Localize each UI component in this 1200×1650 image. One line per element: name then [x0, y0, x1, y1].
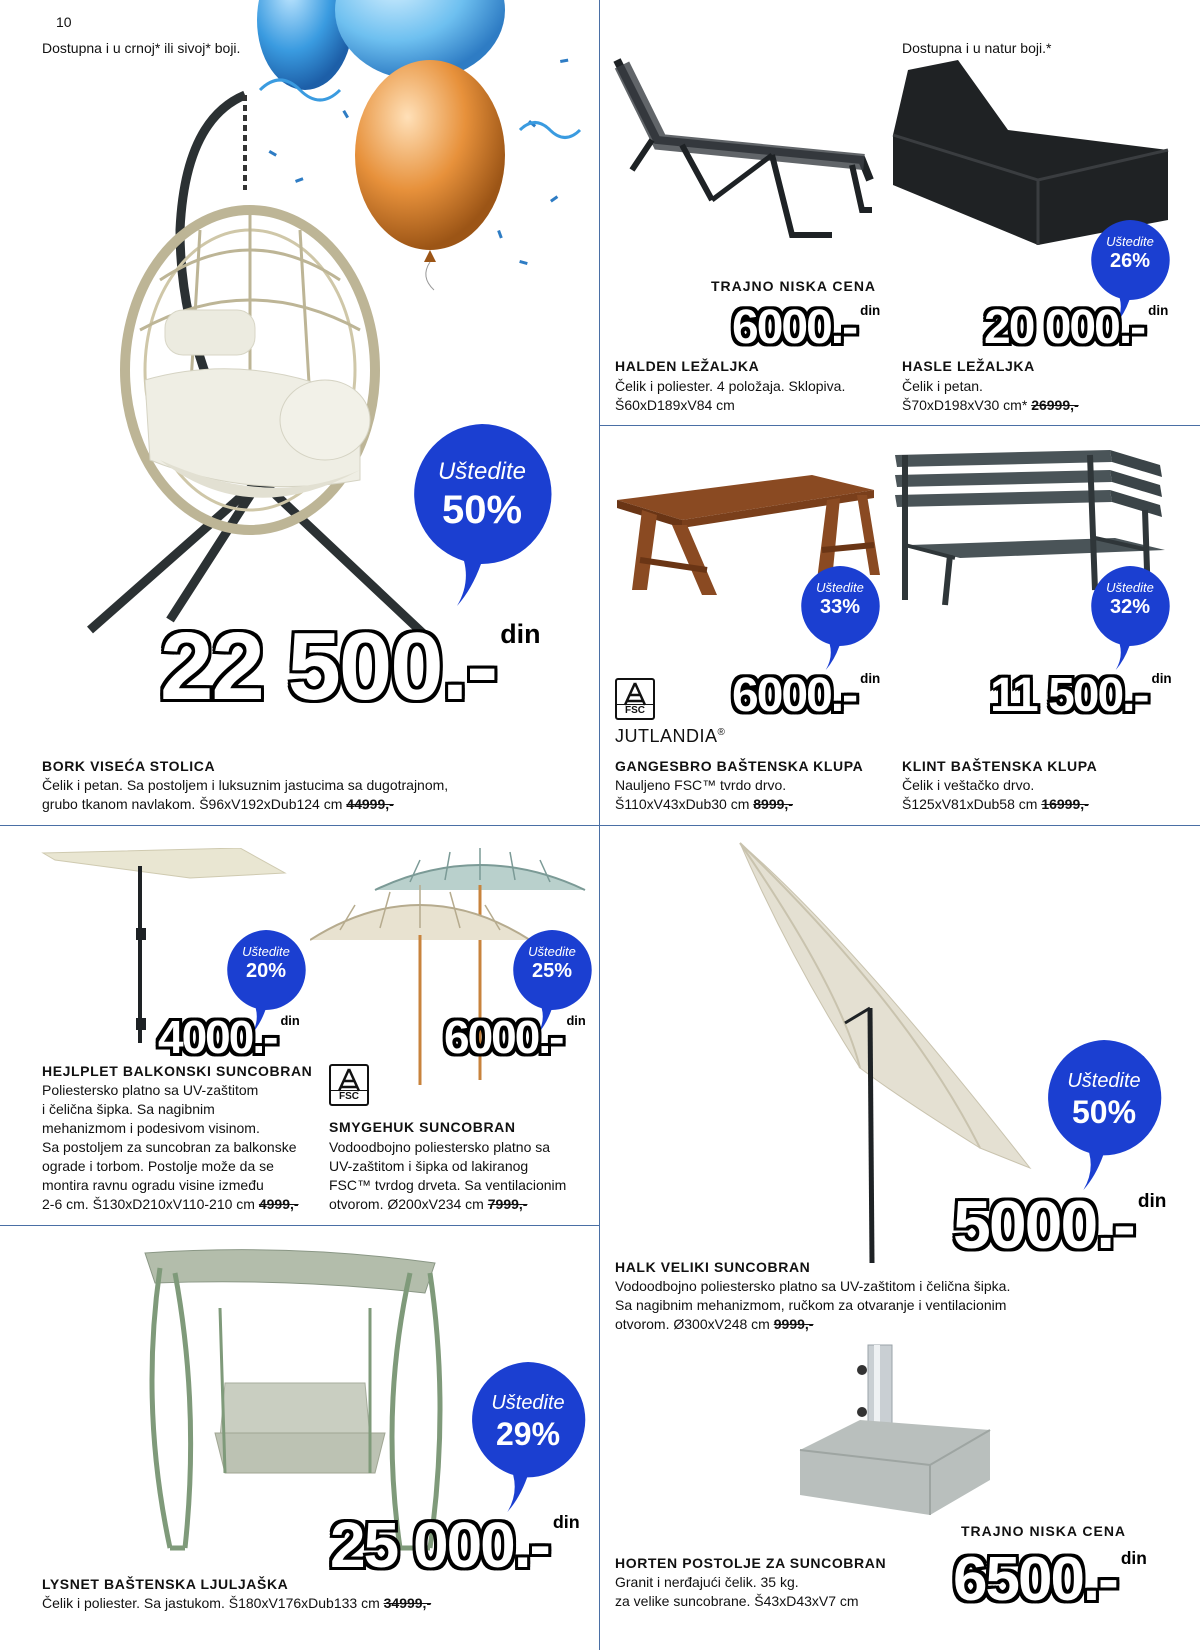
divider-bottom-left: [0, 1225, 600, 1226]
hejlplet-old-price: 4999,-: [258, 1196, 299, 1212]
bork-save-badge: [412, 424, 552, 606]
smygehuk-fsc-logo: [329, 1064, 369, 1106]
hejlplet-desc-line2: i čeličnа šipka. Sa nagibnim: [42, 1101, 215, 1117]
lysnet-desc-line1: Čelik i poliester. Sa jastukom. Š180xV176xDub133 cm: [42, 1595, 380, 1611]
smygehuk-desc-line4: otvorom. Ø200xV234 cm: [329, 1196, 484, 1212]
klint-desc-line1: Čelik i veštačko drvo.: [902, 777, 1035, 793]
hejlplet-desc-line7: 2-6 cm. Š130xD210xV110-210 cm: [42, 1196, 255, 1212]
halk-name: HALK VELIKI SUNCOBRAN: [615, 1259, 811, 1275]
horten-base-image: [790, 1340, 1000, 1520]
divider-top-right: [600, 425, 1200, 426]
smygehuk-fsc-text: FSC: [331, 1090, 367, 1102]
klint-desc-line2: Š125xV81xDub58 cm: [902, 796, 1038, 812]
gangesbro-desc: [615, 776, 793, 814]
smygehuk-old-price: 7999,-: [487, 1196, 528, 1212]
bork-desc-line1: Čelik i petan. Sa postoljem i luksuznim jastucima sa dugotrajnom,: [42, 777, 449, 793]
halden-price-value: 6000.-: [732, 301, 857, 354]
gangesbro-desc-line2-wrap: [615, 795, 793, 814]
gangesbro-price-currency: din: [860, 671, 881, 687]
bork-price-value: 22 500.-: [160, 613, 497, 720]
smygehuk-desc-line4-wrap: [329, 1195, 566, 1214]
halk-price-value: 5000.-: [953, 1187, 1134, 1263]
gangesbro-price-value: 6000.-: [732, 669, 857, 722]
gangesbro-save-word: Uštedite: [816, 580, 864, 595]
lysnet-old-price: 34999,-: [383, 1595, 432, 1611]
hasle-desc-line2-wrap: [902, 396, 1079, 415]
smygehuk-desc-line3: FSC™ tvrdog drveta. Sa ventilacionim: [329, 1177, 567, 1193]
smygehuk-price-value: 6000.-: [444, 1011, 563, 1063]
gangesbro-desc-line1: Nauljeno FSC™ tvrdo drvo.: [615, 777, 787, 793]
jutlandia-brand-mark: ®: [717, 727, 726, 738]
hejlplet-desc-line7-wrap: [42, 1195, 299, 1214]
klint-price: [990, 668, 1172, 723]
klint-save-percent: 32%: [1109, 596, 1151, 618]
hasle-desc-line2: Š70xD198xV30 cm*: [902, 397, 1028, 413]
lysnet-desc: [42, 1594, 431, 1613]
horten-permanent-low-tag: TRAJNO NISKA CENA: [961, 1523, 1127, 1539]
page-number: 10: [56, 14, 72, 30]
horten-desc: [615, 1573, 859, 1611]
horten-desc-line1: Granit i nerđajući čelik. 35 kg.: [615, 1574, 799, 1590]
gangesbro-desc-line2: Š110xV43xDub30 cm: [615, 796, 750, 812]
klint-save-badge: [1090, 566, 1170, 670]
halk-price: [953, 1186, 1166, 1264]
gangesbro-name: GANGESBRO BAŠTENSKA KLUPA: [615, 758, 864, 774]
smygehuk-save-word: Uštedite: [528, 944, 576, 959]
hasle-color-note: Dostupna i u natur boji.*: [902, 40, 1052, 56]
horten-price-value: 6500.-: [953, 1545, 1117, 1614]
halden-price-currency: din: [860, 303, 881, 319]
bork-desc-line2-wrap: [42, 795, 448, 814]
hasle-name: HASLE LEŽALJKA: [902, 358, 1035, 374]
halden-permanent-low-tag: TRAJNO NISKA CENA: [711, 278, 877, 294]
hasle-save-percent: 26%: [1109, 250, 1151, 272]
klint-save-word: Uštedite: [1106, 580, 1154, 595]
gangesbro-save-percent: 33%: [819, 596, 861, 618]
smygehuk-desc-line2: UV-zaštitom i šipka od lakiranog: [329, 1158, 529, 1174]
hejlplet-desc: [42, 1081, 299, 1214]
klint-name: KLINT BAŠTENSKA KLUPA: [902, 758, 1098, 774]
halk-desc-line3: otvorom. Ø300xV248 cm: [615, 1316, 770, 1332]
lysnet-price-currency: din: [552, 1512, 580, 1533]
hejlplet-price-currency: din: [280, 1013, 300, 1029]
lysnet-save-badge: [470, 1362, 586, 1512]
hasle-price: [984, 300, 1168, 355]
hasle-desc-line1: Čelik i petan.: [902, 378, 983, 394]
lysnet-name: LYSNET BAŠTENSKA LJULJAŠKA: [42, 1576, 289, 1592]
hejlplet-price-value: 4000.-: [158, 1011, 277, 1063]
horten-price: [953, 1544, 1147, 1615]
hejlplet-save-percent: 20%: [245, 960, 287, 982]
halden-desc-line2: Š60xD189xV84 cm: [615, 397, 735, 413]
gangesbro-fsc-logo: [615, 678, 655, 720]
bork-desc: [42, 776, 448, 814]
smygehuk-price: [444, 1010, 586, 1064]
smygehuk-save-percent: 25%: [531, 960, 573, 982]
hejlplet-desc-line5: ograde i torbom. Postolje može da se: [42, 1158, 274, 1174]
smygehuk-desc-line1: Vodoodbojno poliestersko platno sa: [329, 1139, 551, 1155]
bork-save-word: Uštedite: [437, 458, 527, 485]
hejlplet-name: HEJLPLET BALKONSKI SUNCOBRAN: [42, 1063, 313, 1079]
jutlandia-brand: [615, 726, 725, 747]
halden-desc-line1: Čelik i poliester. 4 položaja. Sklopiva.: [615, 378, 846, 394]
hasle-price-value: 20 000.-: [984, 301, 1145, 354]
halk-desc: [615, 1277, 1010, 1334]
lysnet-desc-line1-wrap: [42, 1594, 431, 1613]
halk-desc-line1: Vodoodbojno poliestersko platno sa UV-zaštitom i čeličnа šipka.: [615, 1278, 1011, 1294]
smygehuk-name: SMYGEHUK SUNCOBRAN: [329, 1119, 516, 1135]
halk-save-percent: 50%: [1071, 1094, 1137, 1130]
horten-desc-line2: za velike suncobrane. Š43xD43xV7 cm: [615, 1593, 859, 1609]
gangesbro-save-badge: [800, 566, 880, 670]
halk-save-word: Uštedite: [1067, 1070, 1141, 1092]
gangesbro-fsc-text: FSC: [617, 704, 653, 716]
bork-price-currency: din: [500, 618, 541, 649]
bork-save-percent: 50%: [441, 488, 523, 532]
hejlplet-desc-line3: mehanizmom i podesivom visinom.: [42, 1120, 260, 1136]
hejlplet-desc-line1: Poliestersko platno sa UV-zaštitom: [42, 1082, 259, 1098]
bork-name: BORK VISEĆA STOLICA: [42, 758, 216, 774]
smygehuk-price-currency: din: [566, 1013, 586, 1029]
bork-old-price: 44999,-: [346, 796, 394, 812]
bork-price: [160, 612, 541, 722]
horten-name: HORTEN POSTOLJE ZA SUNCOBRAN: [615, 1555, 887, 1571]
bork-color-note: Dostupna i u crnoj* ili sivoj* boji.: [42, 40, 241, 56]
halden-desc: [615, 377, 845, 415]
hasle-price-currency: din: [1148, 303, 1169, 319]
halden-name: HALDEN LEŽALJKA: [615, 358, 760, 374]
klint-price-currency: din: [1151, 671, 1172, 687]
halk-old-price: 9999,-: [773, 1316, 814, 1332]
halk-save-badge: [1046, 1040, 1162, 1190]
hejlplet-desc-line4: Sa postoljem za suncobran za balkonske: [42, 1139, 297, 1155]
klint-price-value: 11 500.-: [990, 669, 1148, 722]
klint-desc-line2-wrap: [902, 795, 1089, 814]
hejlplet-save-word: Uštedite: [242, 944, 290, 959]
hasle-desc: [902, 377, 1079, 415]
klint-desc: [902, 776, 1089, 814]
smygehuk-desc: [329, 1138, 566, 1214]
jutlandia-brand-name: JUTLANDIA: [615, 726, 718, 746]
lysnet-save-percent: 29%: [495, 1416, 561, 1452]
lysnet-price-value: 25 000.-: [330, 1509, 549, 1581]
lysnet-price: [330, 1508, 580, 1582]
hasle-save-word: Uštedite: [1106, 234, 1154, 249]
halk-price-currency: din: [1137, 1190, 1167, 1212]
lysnet-save-word: Uštedite: [491, 1392, 565, 1414]
halk-desc-line2: Sa nagibnim mehanizmom, ručkom za otvaranje i ventilacionim: [615, 1297, 1007, 1313]
gangesbro-price: [732, 668, 880, 723]
hejlplet-price: [158, 1010, 300, 1064]
horten-price-currency: din: [1120, 1548, 1147, 1569]
halden-price: [732, 300, 880, 355]
bork-desc-line2: grubo tkanom navlakom. Š96xV192xDub124 cm: [42, 796, 343, 812]
klint-old-price: 16999,-: [1041, 796, 1089, 812]
halden-lounger-image: [612, 50, 882, 250]
gangesbro-old-price: 8999,-: [753, 796, 793, 812]
halk-desc-line3-wrap: [615, 1315, 1010, 1334]
hejlplet-desc-line6: montira ravnu ogradu visine između: [42, 1177, 264, 1193]
hasle-old-price: 26999,-: [1031, 397, 1079, 413]
divider-middle: [0, 825, 1200, 826]
